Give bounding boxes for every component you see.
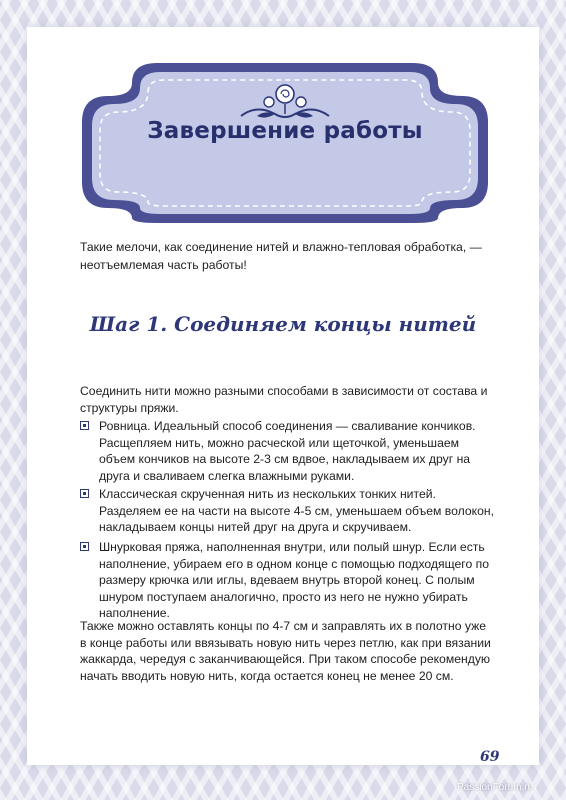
title-plaque [72,58,498,226]
rose-ornament-icon [235,80,335,122]
closing-paragraph: Также можно оставлять концы по 4-7 см и заправлять их в полотно уже в конце работы или ввязывать новую нить через петлю, как при вязании жаккарда, чередуя с заканчивающейся. При таком способе рекомендую начать вводить новую нить, когда остается конец не менее 20 см. [80,619,491,683]
page-number: 69 [480,749,500,765]
watermark-text: PassionForum.ru [457,782,534,793]
square-bullet-icon [80,421,89,430]
intro-text: Такие мелочи, как соединение нитей и влажно-тепловая обработка, — неотъемлемая часть работы! [80,240,482,272]
square-bullet-icon [80,489,89,498]
square-bullet-icon [80,542,89,551]
list-item [80,486,495,536]
step-heading: Шаг 1. Соединяем концы нитей [89,312,477,336]
page-title: Завершение работы [147,118,423,144]
list-item [80,418,495,484]
list-item-text: Шнурковая пряжа, наполненная внутри, или полый шнур. Если есть наполнение, убираем его в одном конце с помощью подходящего по размеру крючка или иглы, вдеваем внутрь второй конец. С полым шнуром поступаем аналогично, просто из него не нужно убирать наполнение. [99,540,490,620]
list-item-text: Ровница. Идеальный способ соединения — сваливание кончиков. Расщепляем нить, можно расческой или щеточкой, уменьшаем объем кончиков на высоте 2-3 см вдвое, накладываем их друг на друга и сваливаем слегка влажными руками. [99,419,476,483]
step-lead-text: Соединить нити можно разными способами в зависимости от состава и структуры пряжи. [80,384,488,415]
list-item [80,539,495,622]
list-item-text: Классическая скрученная нить из нескольких тонких нитей. Разделяем ее на части на высоте 4-5 см, уменьшаем объем волокон, накладываем концы нитей друг на друга и скручиваем. [99,487,495,534]
